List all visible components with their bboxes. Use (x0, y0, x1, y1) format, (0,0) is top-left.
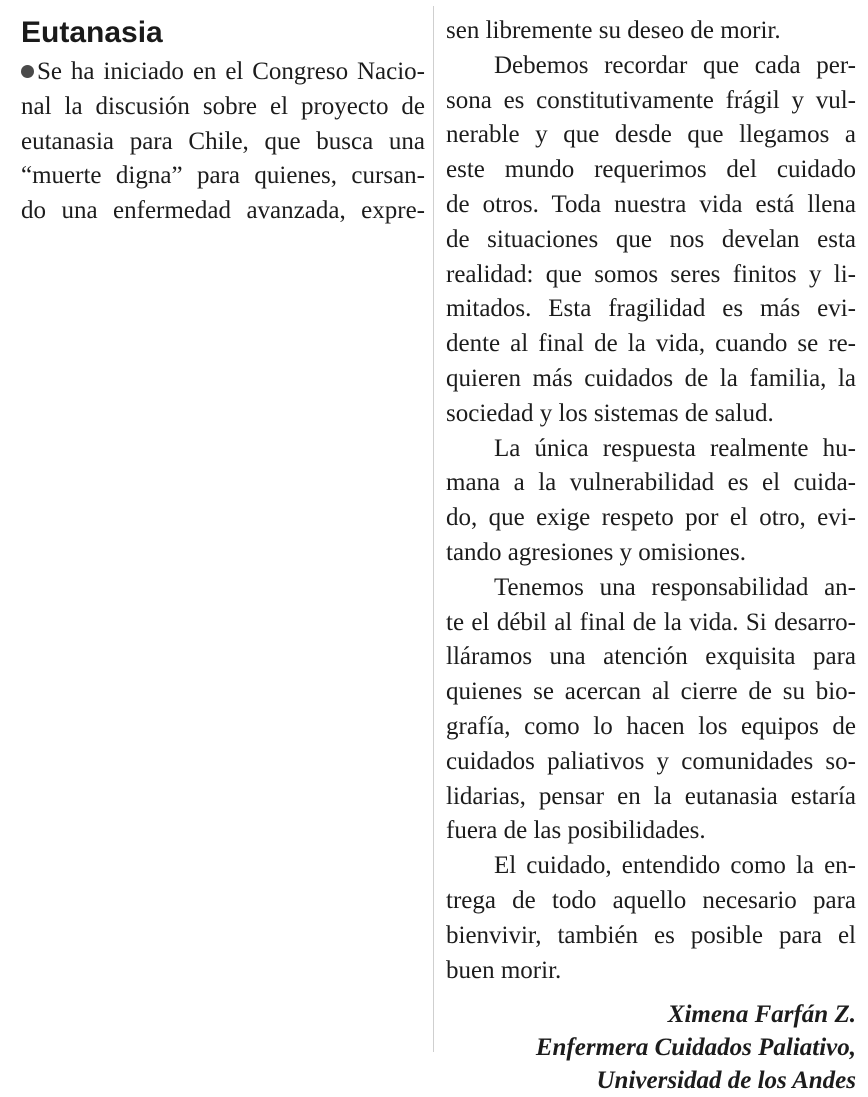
lead-paragraph (21, 55, 425, 229)
article-body (446, 14, 856, 988)
lead-line-text: Se ha iniciado en el Congreso Nacio- (37, 58, 425, 85)
body-line: sociedad y los sistemas de salud. (446, 399, 774, 427)
body-line: nerable y que desde que llegamos a (446, 121, 856, 149)
lead-line: “muerte digna” para quienes, cursan- (21, 162, 425, 190)
body-line: te el débil al final de la vida. Si desarro- (446, 608, 856, 636)
body-paragraph (446, 14, 856, 49)
right-column (446, 0, 856, 1097)
body-line: buen morir. (446, 956, 562, 984)
signature-role: Enfermera Cuidados Paliativo, (535, 1034, 856, 1062)
body-line: este mundo requerimos del cuidado (446, 156, 856, 184)
article-title: Eutanasia (21, 16, 163, 49)
body-line: El cuidado, entendido como la en- (494, 852, 856, 880)
body-line: Debemos recordar que cada per- (494, 51, 856, 79)
body-line: de otros. Toda nuestra vida está llena (446, 190, 856, 218)
body-line: Tenemos una responsabilidad an- (494, 573, 856, 601)
body-line: sona es constitutivamente frágil y vul- (446, 86, 856, 114)
signature-institution: Universidad de los Andes (596, 1067, 856, 1095)
column-divider (433, 6, 434, 1052)
lead-line: nal la discusión sobre el proyecto de (21, 92, 425, 120)
body-line: quieren más cuidados de la familia, la (446, 364, 856, 392)
left-column (21, 0, 425, 229)
body-line: fuera de las posibilidades. (446, 817, 706, 845)
body-line: lláramos una atención exquisita para (446, 643, 856, 671)
body-line: grafía, como lo hacen los equipos de (446, 712, 856, 740)
signature-name: Ximena Farfán Z. (667, 1001, 856, 1029)
body-paragraph (446, 571, 856, 849)
body-line: cuidados paliativos y comunidades so- (446, 747, 856, 775)
body-line: trega de todo aquello necesario para (446, 886, 856, 914)
body-line: de situaciones que nos develan esta (446, 225, 856, 253)
body-line: bienvivir, también es posible para el (446, 921, 856, 949)
body-line: sen libremente su deseo de morir. (446, 17, 781, 44)
lead-line: eutanasia para Chile, que busca una (21, 127, 425, 155)
body-paragraph (446, 432, 856, 571)
body-line: mana a la vulnerabilidad es el cuida- (446, 469, 856, 497)
lead-line (21, 55, 425, 90)
body-line: tando agresiones y omisiones. (446, 538, 746, 566)
body-line: mitados. Esta fragilidad es más evi- (446, 295, 856, 323)
body-line: realidad: que somos seres finitos y li- (446, 260, 856, 288)
body-line: lidarias, pensar en la eutanasia estaría (446, 782, 856, 810)
body-line: dente al final de la vida, cuando se re- (446, 330, 856, 358)
body-line: La única respuesta realmente hu- (494, 434, 856, 462)
signature (446, 998, 856, 1097)
body-line: quienes se acercan al cierre de su bio- (446, 678, 856, 706)
body-paragraph (446, 849, 856, 988)
lead-line: do una enfermedad avanzada, expre- (21, 197, 425, 225)
bullet-icon (21, 65, 34, 78)
body-paragraph (446, 49, 856, 432)
body-line: do, que exige respeto por el otro, evi- (446, 504, 856, 532)
